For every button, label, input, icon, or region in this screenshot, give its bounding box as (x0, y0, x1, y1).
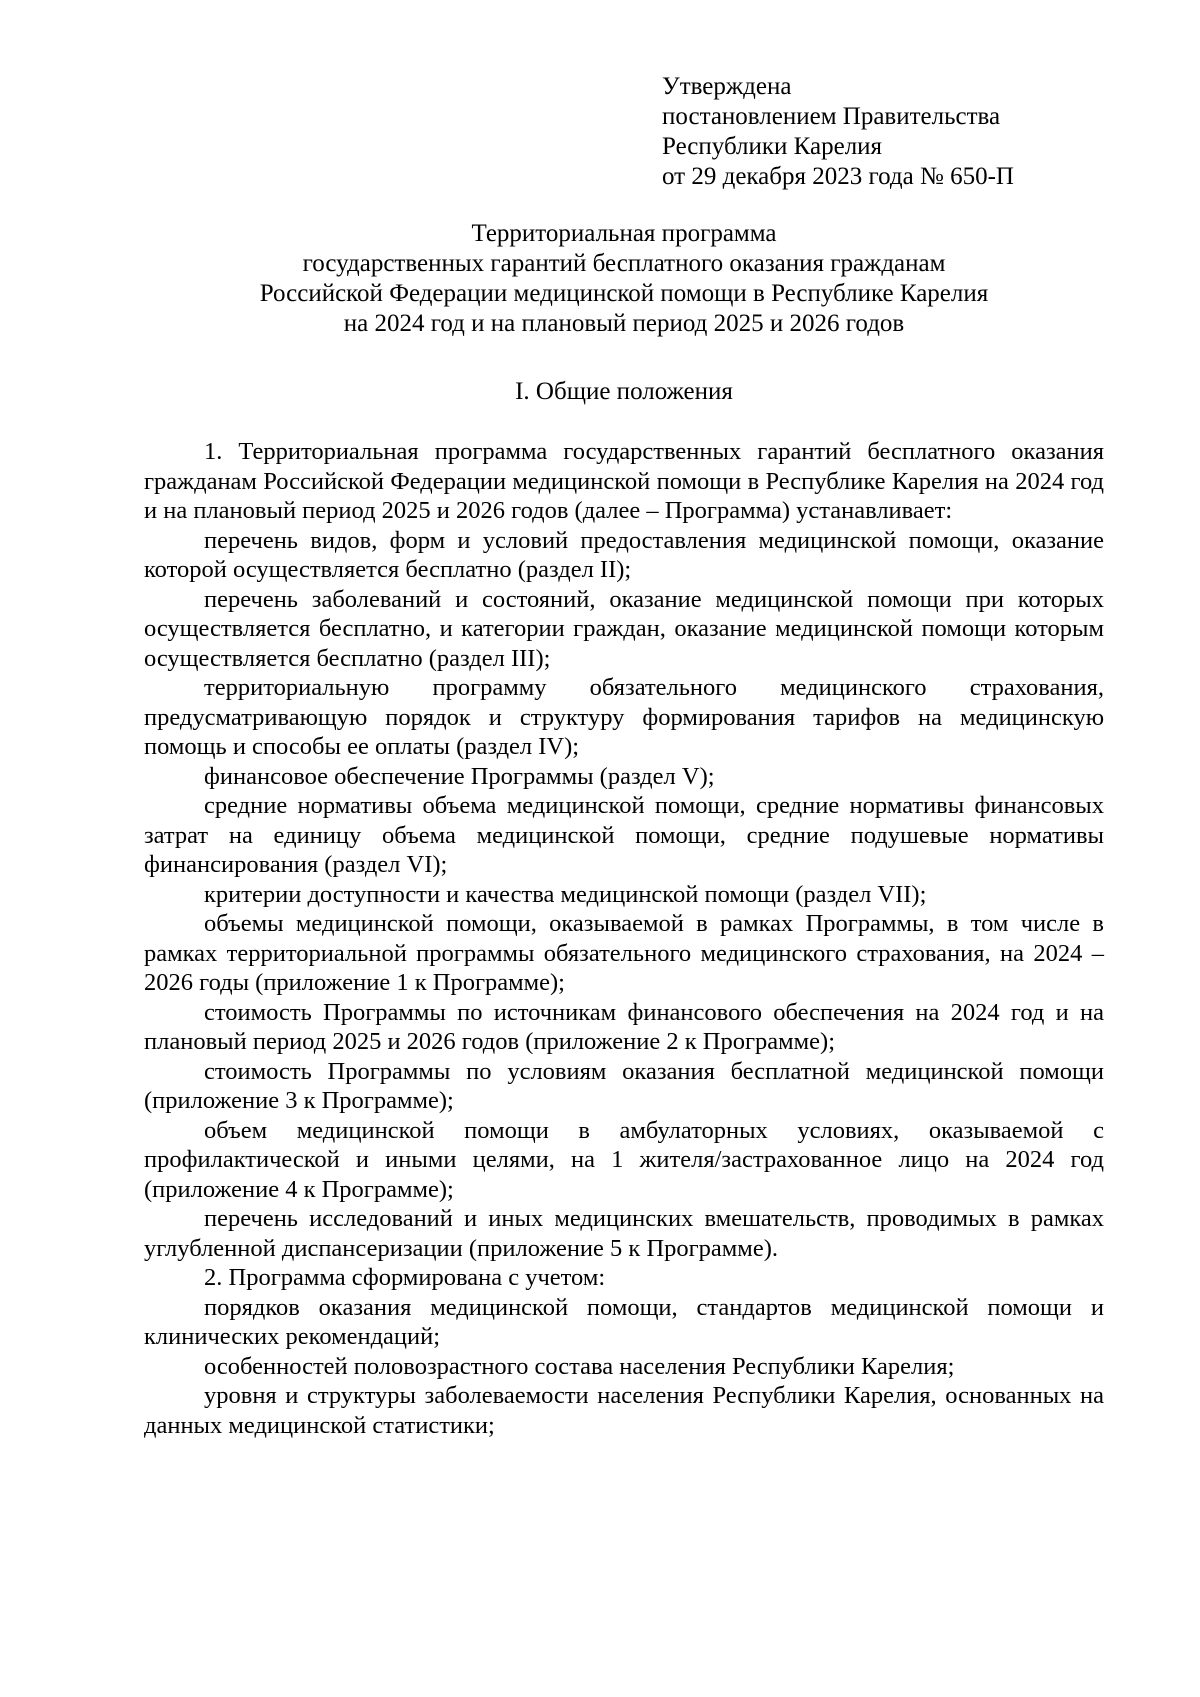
approval-block (662, 72, 1142, 192)
paragraph: финансовое обеспечение Программы (раздел V); (204, 762, 715, 790)
paragraph: стоимость Программы по условиям оказания бесплатной медицинской помощи (приложение 3 к Программе); (144, 1057, 1104, 1114)
approval-line: Республики Карелия (662, 133, 883, 160)
title-line: на 2024 год и на плановый период 2025 и 2026 годов (343, 310, 905, 337)
approval-line: Утверждена (662, 73, 792, 100)
paragraph: 2. Программа сформирована с учетом: (204, 1264, 606, 1291)
paragraph: 1. Территориальная программа государственных гарантий бесплатного оказания гражданам Российской Федерации медицинской помощи в Республике Карелия на 2024 год и на плановый период 2025 и 2026 годов (далее – Программа) устанавливает: (144, 438, 1104, 524)
paragraph: критерии доступности и качества медицинской помощи (раздел VII); (204, 880, 927, 908)
paragraph: перечень заболеваний и состояний, оказание медицинской помощи при которых осуществляется бесплатно, и категории граждан, оказание медицинской помощи которым осуществляется бесплатно (раздел III); (144, 585, 1104, 672)
paragraph: объемы медицинской помощи, оказываемой в рамках Программы, в том числе в рамках территориальной программы обязательного медицинского страхования, на 2024 – 2026 годы (приложение 1 к Программе); (144, 910, 1104, 996)
paragraph: стоимость Программы по источникам финансового обеспечения на 2024 год и на плановый период 2025 и 2026 годов (приложение 2 к Программе); (144, 998, 1104, 1055)
approval-line: от 29 декабря 2023 года № 650-П (662, 163, 1014, 190)
title-line: Российской Федерации медицинской помощи в Республике Карелия (259, 280, 989, 307)
paragraph: перечень видов, форм и условий предоставления медицинской помощи, оказание которой осуществляется бесплатно (раздел II); (144, 526, 1104, 583)
approval-line: постановлением Правительства (662, 103, 1001, 130)
title-line: государственных гарантий бесплатного оказания гражданам (302, 250, 946, 277)
paragraph: территориальную программу обязательного медицинского страхования, предусматривающую порядок и структуру формирования тарифов на медицинскую помощь и способы ее оплаты (раздел IV); (144, 674, 1104, 760)
section-heading: I. Общие положения (515, 378, 733, 405)
paragraph: порядков оказания медицинской помощи, стандартов медицинской помощи и клинических рекомендаций; (144, 1293, 1104, 1350)
title-line: Территориальная программа (471, 220, 777, 247)
paragraph: объем медицинской помощи в амбулаторных условиях, оказываемой с профилактической и иными целями, на 1 жителя/застрахованное лицо на 2024 год (приложение 4 к Программе); (144, 1116, 1104, 1203)
document-body (144, 437, 1104, 1440)
paragraph: уровня и структуры заболеваемости населения Республики Карелия, основанных на данных медицинской статистики; (144, 1382, 1104, 1439)
paragraph: перечень исследований и иных медицинских вмешательств, проводимых в рамках углубленной диспансеризации (приложение 5 к Программе). (144, 1205, 1104, 1262)
document-title (144, 219, 1104, 339)
paragraph: особенностей половозрастного состава населения Республики Карелия; (204, 1352, 955, 1380)
paragraph: средние нормативы объема медицинской помощи, средние нормативы финансовых затрат на единицу объема медицинской помощи, средние подушевые нормативы финансирования (раздел VI); (144, 792, 1104, 878)
